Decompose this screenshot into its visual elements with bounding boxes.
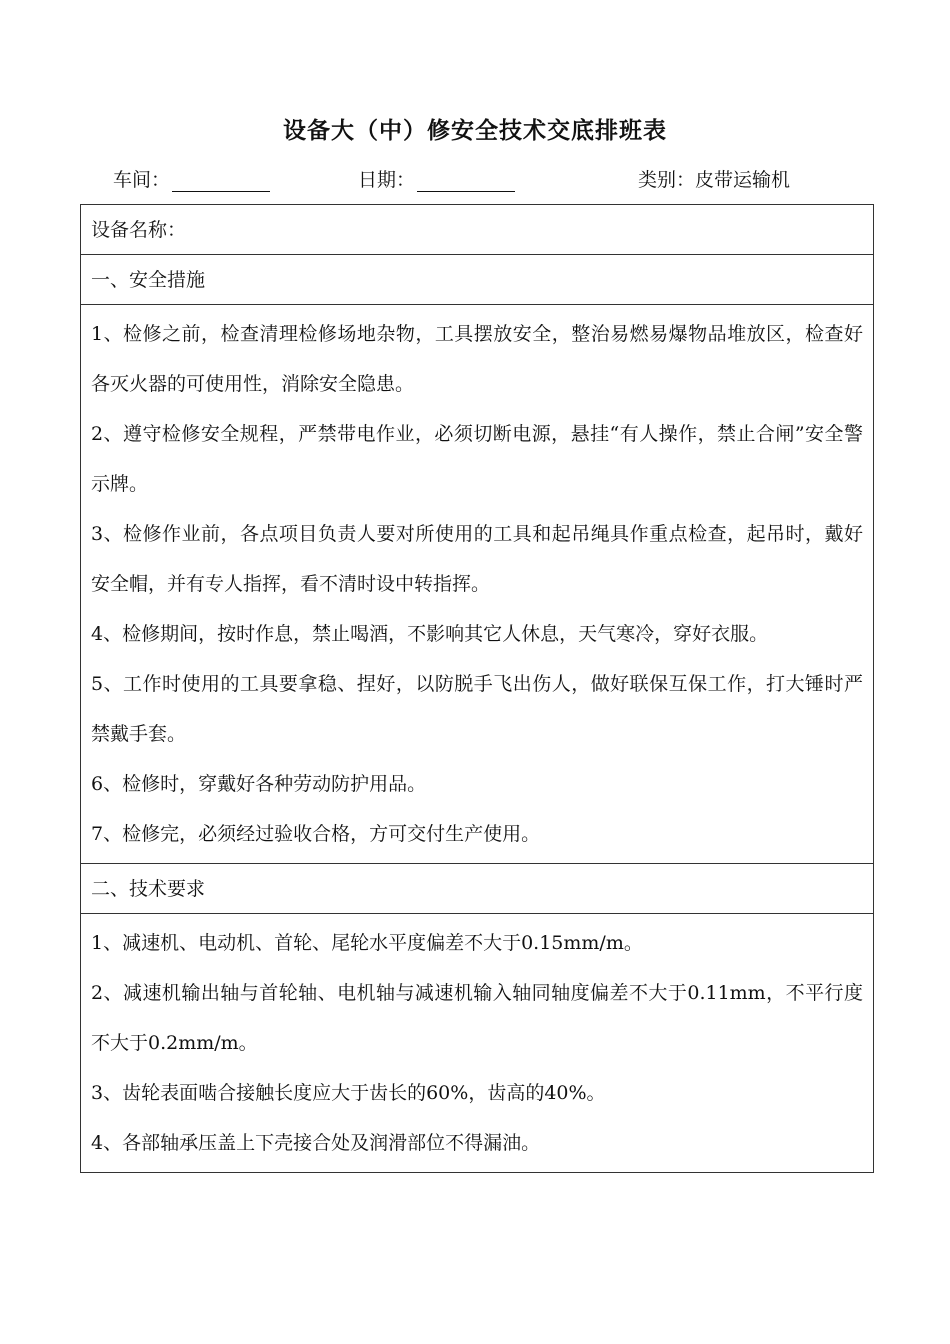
technical-item: 4、各部轴承压盖上下壳接合处及润滑部位不得漏油。 xyxy=(91,1132,541,1154)
equipment-name-row xyxy=(81,205,873,255)
date-blank-line[interactable] xyxy=(417,169,515,192)
safety-item: 4、检修期间，按时作息，禁止喝酒，不影响其它人休息，天气寒冷，穿好衣服。 xyxy=(91,623,769,645)
safety-item: 5、工作时使用的工具要拿稳、捏好，以防脱手飞出伤人，做好联保互保工作，打大锤时严禁戴手套。 xyxy=(91,673,863,745)
safety-item: 7、检修完，必须经过验收合格，方可交付生产使用。 xyxy=(91,823,541,845)
workshop-blank-line[interactable] xyxy=(172,169,270,192)
technical-requirements-heading: 二、技术要求 xyxy=(91,878,206,900)
category-label: 类别： xyxy=(638,169,696,191)
safety-measures-heading: 一、安全措施 xyxy=(91,269,206,291)
workshop-label: 车间： xyxy=(113,169,171,191)
technical-item: 3、齿轮表面啮合接触长度应大于齿长的60%，齿高的40%。 xyxy=(91,1082,606,1104)
technical-requirements-body xyxy=(81,914,873,1172)
safety-item: 2、遵守检修安全规程，严禁带电作业，必须切断电源，悬挂“有人操作，禁止合闸”安全警示牌。 xyxy=(91,423,863,495)
technical-item: 1、减速机、电动机、首轮、尾轮水平度偏差不大于0.15mm/m。 xyxy=(91,932,643,954)
safety-item: 6、检修时，穿戴好各种劳动防护用品。 xyxy=(91,773,427,795)
category-field xyxy=(638,165,790,192)
date-field xyxy=(358,165,515,192)
workshop-field xyxy=(113,165,270,192)
safety-item: 3、检修作业前，各点项目负责人要对所使用的工具和起吊绳具作重点检查，起吊时，戴好安全帽，并有专人指挥，看不清时设中转指挥。 xyxy=(91,523,863,595)
safety-measures-body xyxy=(81,305,873,864)
date-label: 日期： xyxy=(358,169,416,191)
safety-item: 1、检修之前，检查清理检修场地杂物，工具摆放安全，整治易燃易爆物品堆放区，检查好各灭火器的可使用性，消除安全隐患。 xyxy=(91,323,863,395)
equipment-name-label: 设备名称： xyxy=(91,219,187,241)
technical-requirements-heading-row xyxy=(81,864,873,914)
briefing-table xyxy=(80,204,874,1173)
safety-measures-heading-row xyxy=(81,255,873,305)
technical-item: 2、减速机输出轴与首轮轴、电机轴与减速机输入轴同轴度偏差不大于0.11mm，不平行度不大于0.2mm/m。 xyxy=(91,982,863,1054)
document-title: 设备大（中）修安全技术交底排班表 xyxy=(283,118,667,144)
category-value: 皮带运输机 xyxy=(695,169,791,191)
